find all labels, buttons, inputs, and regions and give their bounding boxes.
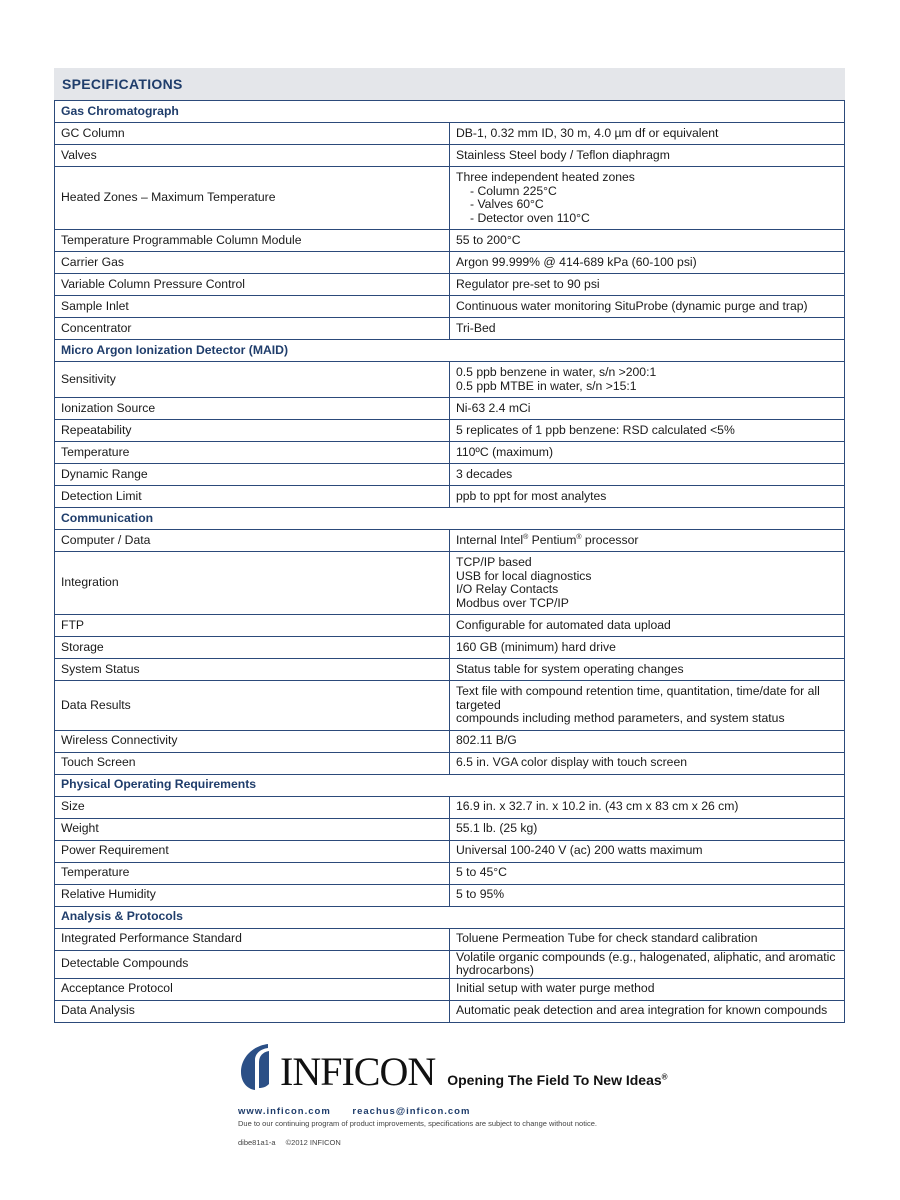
tagline: [447, 1072, 667, 1088]
spec-row: [55, 486, 845, 508]
spec-label: Detection Limit: [55, 486, 450, 508]
spec-value-line: 802.11 B/G: [456, 733, 517, 748]
spec-value: [450, 884, 845, 906]
spec-value-line: Universal 100-240 V (ac) 200 watts maximum: [456, 843, 703, 858]
spec-label: Temperature: [55, 442, 450, 464]
spec-value: [450, 145, 845, 167]
spec-label: Dynamic Range: [55, 464, 450, 486]
spec-label: Sample Inlet: [55, 296, 450, 318]
spec-value-line: Internal Intel® Pentium® processor: [456, 532, 639, 547]
spec-value-line: TCP/IP based: [456, 555, 532, 569]
spec-value-line: Continuous water monitoring SituProbe (dynamic purge and trap): [456, 298, 808, 313]
section-header-row: [55, 340, 845, 362]
spec-label: Computer / Data: [55, 530, 450, 552]
contact-links: [238, 1106, 858, 1117]
document-id: [238, 1138, 858, 1147]
spec-value-line: 0.5 ppb MTBE in water, s/n >15:1: [456, 378, 637, 393]
spec-row: [55, 950, 845, 978]
spec-label: Temperature Programmable Column Module: [55, 230, 450, 252]
section-title: Communication: [55, 508, 845, 530]
spec-value: [450, 530, 845, 552]
inficon-logo-icon: [238, 1040, 278, 1092]
spec-value-line: 5 to 45°C: [456, 865, 507, 880]
spec-value-line: Tri-Bed: [456, 320, 496, 335]
spec-value: [450, 398, 845, 420]
spec-row: [55, 615, 845, 637]
spec-row: [55, 796, 845, 818]
spec-value: [450, 464, 845, 486]
spec-value: [450, 681, 845, 731]
spec-label: Valves: [55, 145, 450, 167]
spec-value: [450, 752, 845, 774]
spec-value: [450, 252, 845, 274]
spec-label: Sensitivity: [55, 362, 450, 398]
spec-label: Heated Zones – Maximum Temperature: [55, 167, 450, 230]
spec-value-line: 55 to 200°C: [456, 232, 521, 247]
spec-label: Concentrator: [55, 318, 450, 340]
disclaimer: Due to our continuing program of product improvements, specifications are subject to change without notice.: [238, 1119, 597, 1128]
spec-value: [450, 552, 845, 615]
spec-label: System Status: [55, 659, 450, 681]
spec-value-line: compounds including method parameters, and system status: [456, 711, 785, 725]
spec-value: [450, 796, 845, 818]
spec-row: [55, 318, 845, 340]
brand-name: INFICON: [280, 1049, 436, 1094]
spec-value: [450, 818, 845, 840]
spec-value-line: 160 GB (minimum) hard drive: [456, 639, 616, 654]
spec-value-line: Initial setup with water purge method: [456, 981, 655, 996]
spec-value: [450, 296, 845, 318]
spec-value-line: 0.5 ppb benzene in water, s/n >200:1: [456, 365, 657, 379]
spec-value-line: Status table for system operating changes: [456, 661, 684, 676]
spec-row: [55, 1000, 845, 1022]
spec-value: [450, 615, 845, 637]
spec-row: [55, 862, 845, 884]
spec-row: [55, 362, 845, 398]
spec-row: [55, 420, 845, 442]
spec-value: [450, 659, 845, 681]
spec-row: [55, 398, 845, 420]
registered-mark: ®: [661, 1072, 668, 1082]
spec-value: [450, 730, 845, 752]
copyright: ©2012 INFICON: [285, 1138, 341, 1147]
spec-value-line: Text file with compound retention time, quantitation, time/date for all targeted: [456, 684, 820, 712]
footer: [238, 1040, 858, 1147]
spec-row: [55, 230, 845, 252]
spec-value-line: - Valves 60°C: [470, 197, 544, 211]
spec-value: [450, 950, 845, 978]
spec-row: [55, 464, 845, 486]
spec-label: Size: [55, 796, 450, 818]
spec-row: [55, 818, 845, 840]
spec-row: [55, 681, 845, 731]
spec-label: Power Requirement: [55, 840, 450, 862]
section-header-row: [55, 508, 845, 530]
spec-value: [450, 1000, 845, 1022]
spec-value-line: 5 replicates of 1 ppb benzene: RSD calculated <5%: [456, 422, 735, 437]
spec-value: [450, 274, 845, 296]
website-link[interactable]: www.inficon.com: [238, 1106, 331, 1117]
spec-value-line: Regulator pre-set to 90 psi: [456, 276, 600, 291]
spec-value-line: ppb to ppt for most analytes: [456, 488, 607, 503]
logo: [238, 1040, 858, 1092]
section-title: Micro Argon Ionization Detector (MAID): [55, 340, 845, 362]
spec-value: [450, 318, 845, 340]
spec-label: Integrated Performance Standard: [55, 928, 450, 950]
doc-number: dibe81a1-a: [238, 1138, 276, 1147]
spec-label: Storage: [55, 637, 450, 659]
spec-value-line: I/O Relay Contacts: [456, 582, 559, 596]
spec-value-line: Automatic peak detection and area integration for known compounds: [456, 1003, 828, 1018]
spec-table-body: [55, 101, 845, 1023]
spec-row: [55, 884, 845, 906]
spec-value-line: DB-1, 0.32 mm ID, 30 m, 4.0 µm df or equivalent: [456, 125, 719, 140]
spec-value-line: - Detector oven 110°C: [470, 210, 590, 225]
spec-row: [55, 752, 845, 774]
spec-row: [55, 274, 845, 296]
spec-value-line: Stainless Steel body / Teflon diaphragm: [456, 147, 670, 162]
spec-label: Integration: [55, 552, 450, 615]
section-header-row: [55, 101, 845, 123]
spec-label: Weight: [55, 818, 450, 840]
spec-row: [55, 123, 845, 145]
spec-label: FTP: [55, 615, 450, 637]
spec-value: [450, 167, 845, 230]
spec-value: [450, 637, 845, 659]
spec-value-line: Toluene Permeation Tube for check standard calibration: [456, 931, 758, 946]
spec-label: GC Column: [55, 123, 450, 145]
spec-value: [450, 123, 845, 145]
spec-value: [450, 442, 845, 464]
spec-value: [450, 420, 845, 442]
spec-value-line: 16.9 in. x 32.7 in. x 10.2 in. (43 cm x 83 cm x 26 cm): [456, 799, 739, 814]
spec-sheet: [54, 68, 845, 1023]
section-header-row: [55, 774, 845, 796]
spec-header: [54, 68, 845, 100]
spec-value-line: 6.5 in. VGA color display with touch screen: [456, 755, 688, 770]
spec-value-line: 5 to 95%: [456, 887, 505, 902]
spec-label: Data Analysis: [55, 1000, 450, 1022]
section-header-row: [55, 906, 845, 928]
spec-value-line: Three independent heated zones: [456, 170, 635, 184]
spec-row: [55, 296, 845, 318]
section-title: Physical Operating Requirements: [55, 774, 845, 796]
spec-value-line: 110ºC (maximum): [456, 444, 553, 459]
spec-value-line: 3 decades: [456, 466, 513, 481]
spec-value: [450, 230, 845, 252]
spec-value-line: Argon 99.999% @ 414-689 kPa (60-100 psi): [456, 254, 697, 269]
spec-row: [55, 978, 845, 1000]
spec-value-line: Configurable for automated data upload: [456, 617, 671, 632]
spec-label: Touch Screen: [55, 752, 450, 774]
spec-label: Detectable Compounds: [55, 950, 450, 978]
spec-row: [55, 928, 845, 950]
spec-value-line: Modbus over TCP/IP: [456, 595, 569, 610]
spec-label: Carrier Gas: [55, 252, 450, 274]
spec-row: [55, 530, 845, 552]
spec-table: [54, 100, 845, 1023]
spec-value-line: 55.1 lb. (25 kg): [456, 821, 538, 836]
spec-value: [450, 486, 845, 508]
spec-label: Acceptance Protocol: [55, 978, 450, 1000]
spec-row: [55, 252, 845, 274]
spec-value-line: USB for local diagnostics: [456, 568, 592, 583]
spec-label: Relative Humidity: [55, 884, 450, 906]
spec-value: [450, 840, 845, 862]
spec-value: [450, 928, 845, 950]
spec-row: [55, 659, 845, 681]
section-title: Analysis & Protocols: [55, 906, 845, 928]
spec-row: [55, 637, 845, 659]
tagline-text: Opening The Field To New Ideas: [447, 1072, 662, 1088]
spec-value-line: Ni-63 2.4 mCi: [456, 400, 531, 415]
page-title: SPECIFICATIONS: [62, 76, 183, 92]
spec-value-line: Volatile organic compounds (e.g., halogenated, aliphatic, and aromatic hydrocarbons): [456, 949, 836, 977]
spec-value: [450, 862, 845, 884]
spec-row: [55, 552, 845, 615]
spec-row: [55, 145, 845, 167]
spec-value: [450, 978, 845, 1000]
section-title: Gas Chromatograph: [55, 101, 845, 123]
spec-label: Ionization Source: [55, 398, 450, 420]
spec-label: Data Results: [55, 681, 450, 731]
spec-label: Variable Column Pressure Control: [55, 274, 450, 296]
spec-label: Repeatability: [55, 420, 450, 442]
email-link[interactable]: reachus@inficon.com: [352, 1106, 471, 1117]
spec-value: [450, 362, 845, 398]
spec-row: [55, 840, 845, 862]
spec-label: Temperature: [55, 862, 450, 884]
spec-row: [55, 730, 845, 752]
spec-label: Wireless Connectivity: [55, 730, 450, 752]
spec-row: [55, 167, 845, 230]
spec-row: [55, 442, 845, 464]
spec-value-line: - Column 225°C: [470, 183, 557, 198]
